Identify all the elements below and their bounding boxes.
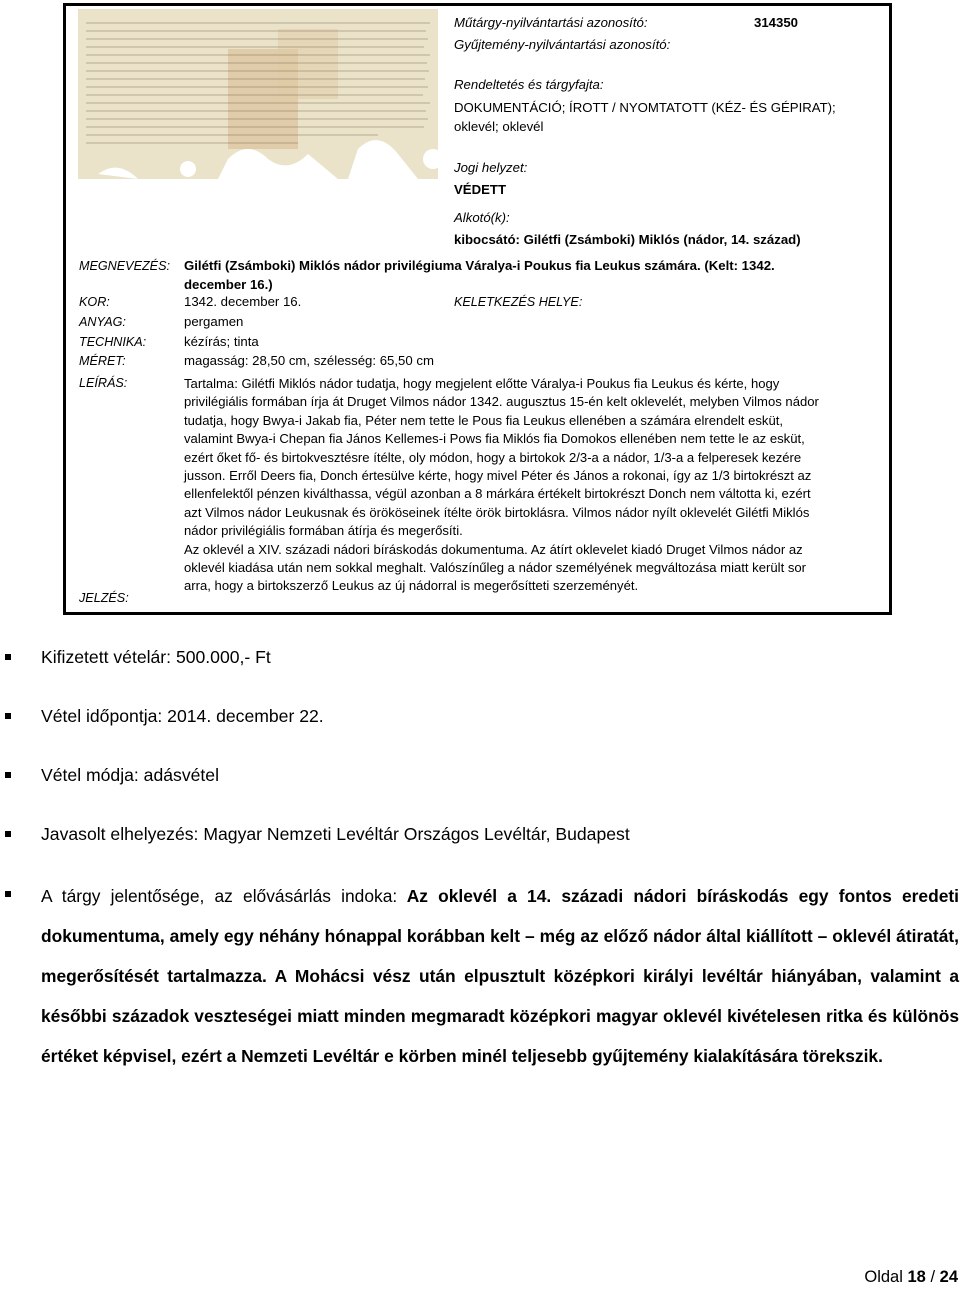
material-value: pergamen [184,314,244,329]
age-value: 1342. december 16. [184,294,302,309]
origin-label: KELETKEZÉS HELYE: [454,295,583,309]
size-label: MÉRET: [79,354,126,368]
collection-id-label: Gyűjtemény-nyilvántartási azonosító: [454,37,671,52]
purpose-label: Rendeltetés és tárgyfajta: [454,77,604,92]
square-bullet-icon [5,831,11,837]
purpose-value: DOKUMENTÁCIÓ; ÍROTT / NYOMTATOTT (KÉZ- ÉS GÉPIRAT); [454,100,836,115]
square-bullet-icon [5,772,11,778]
size-value: magasság: 28,50 cm, szélesség: 65,50 cm [184,353,434,368]
name-value-2: december 16.) [184,277,273,292]
suggested-location: Javasolt elhelyezés: Magyar Nemzeti Levéltár Országos Levéltár, Budapest [41,824,630,844]
page-footer [864,1268,958,1287]
purchase-method: Vétel módja: adásvétel [41,765,219,785]
object-id-value: 314350 [754,15,799,30]
purchase-price: Kifizetett vételár: 500.000,- Ft [41,647,271,667]
footer-prefix: Oldal [864,1268,903,1286]
technique-label: TECHNIKA: [79,335,147,349]
description-label: LEÍRÁS: [79,376,128,390]
square-bullet-icon [5,891,11,897]
description-line: arra, hogy a birtokszerző Leukus az új nádorral is megerősítteti szerzeményét. [184,578,639,594]
description-line: privilégiális formában írja át Druget Vilmos nádor 1342. augusztus 15-én kelt oklevelét, melyben Vilmos nádor [184,394,819,410]
purchase-date: Vétel időpontja: 2014. december 22. [41,706,324,726]
description-line: nádor privilégiális formában átírja és megerősíti. [184,523,463,539]
name-value: Gilétfi (Zsámboki) Miklós nádor privilégiuma Váralya-i Poukus fia Leukus számára. (Kelt: 1342. [184,258,775,273]
legal-label: Jogi helyzet: [454,160,528,175]
footer-separator: / [930,1268,936,1286]
description-line: valamint Bwya-i Chepan fia János Kellemes-i Pows fia Miklós fia Domokos ellenében nem tette le az esküt, [184,431,805,447]
significance-text: Az oklevél a 14. századi nádori bíráskodás egy fontos eredeti dokumentuma, amely egy néhány hónappal korábban kelt – még az előző nádor által kiállított – oklevél átiratát, megerősítését tartalmazza. A Mohácsi vész után elpusztult középkori királyi levéltár hiányában, valamint a későbbi századok veszteségei miatt minden megmaradt középkori magyar oklevél kivételesen ritka és különös értéket képvisel, ezért a Nemzeti Levéltár e körben minél teljesebb gyűjtemény kialakítására törekszik. [41,886,959,1066]
name-label: MEGNEVEZÉS: [79,259,170,273]
technique-value: kézírás; tinta [184,334,259,349]
purpose-value-2: oklevél; oklevél [454,119,544,134]
material-label: ANYAG: [79,315,126,329]
creator-label: Alkotó(k): [454,210,510,225]
description-line: ellenfelektől pénzen kiválthassa, végül azonban a 8 márkára értékelt birtokrészt Donch nem váltotta ki, ezért [184,486,811,502]
square-bullet-icon [5,654,11,660]
age-label: KOR: [79,295,110,309]
significance-paragraph [41,876,959,1076]
description-line: Tartalma: Gilétfi Miklós nádor tudatja, hogy megjelent előtte Váralya-i Poukus fia Leukus és kérte, hogy [184,376,780,391]
description-line: azt Vilmos nádor Leukusnak és örököseinek ítélte örök birtoklásra. Vilmos nádor nyílt oklevelét Gilétfi Miklós [184,504,810,520]
description-line: ezért őket fő- és birtokvesztésre ítélte, oly módon, hogy a birtokok 2/3-a a nádor, 1/3-a a felperesek kezére [184,449,802,465]
legal-value: VÉDETT [454,182,507,197]
description-line: tudatja, hogy Bwya-i Jakab fia, Péter nem tette le Pous fia Leukus ellenében a számára elrendelt esküt, [184,412,784,428]
creator-value: kibocsátó: Gilétfi (Zsámboki) Miklós (nádor, 14. század) [454,232,801,247]
description-line: jusson. Erről Deers fia, Donch értesülve kérte, hogy mivel Péter és János a rokonai, így az 1/3 birtokrészt az [184,468,812,484]
page-number: 18 [907,1268,926,1286]
page-total: 24 [939,1268,958,1286]
description-line: Az oklevél a XIV. századi nádori bíráskodás dokumentuma. Az átírt oklevelet kiadó Druget Vilmos nádor az [184,541,803,557]
mark-label: JELZÉS: [79,591,129,605]
significance-intro: A tárgy jelentősége, az elővásárlás indoka: [41,886,398,906]
object-id-label: Műtárgy-nyilvántartási azonosító: [454,15,648,30]
description-line: oklevél kiadása után nem sokkal meghalt. Valószínűleg a nádor személyének megváltozása miatt került sor [184,560,807,576]
square-bullet-icon [5,713,11,719]
